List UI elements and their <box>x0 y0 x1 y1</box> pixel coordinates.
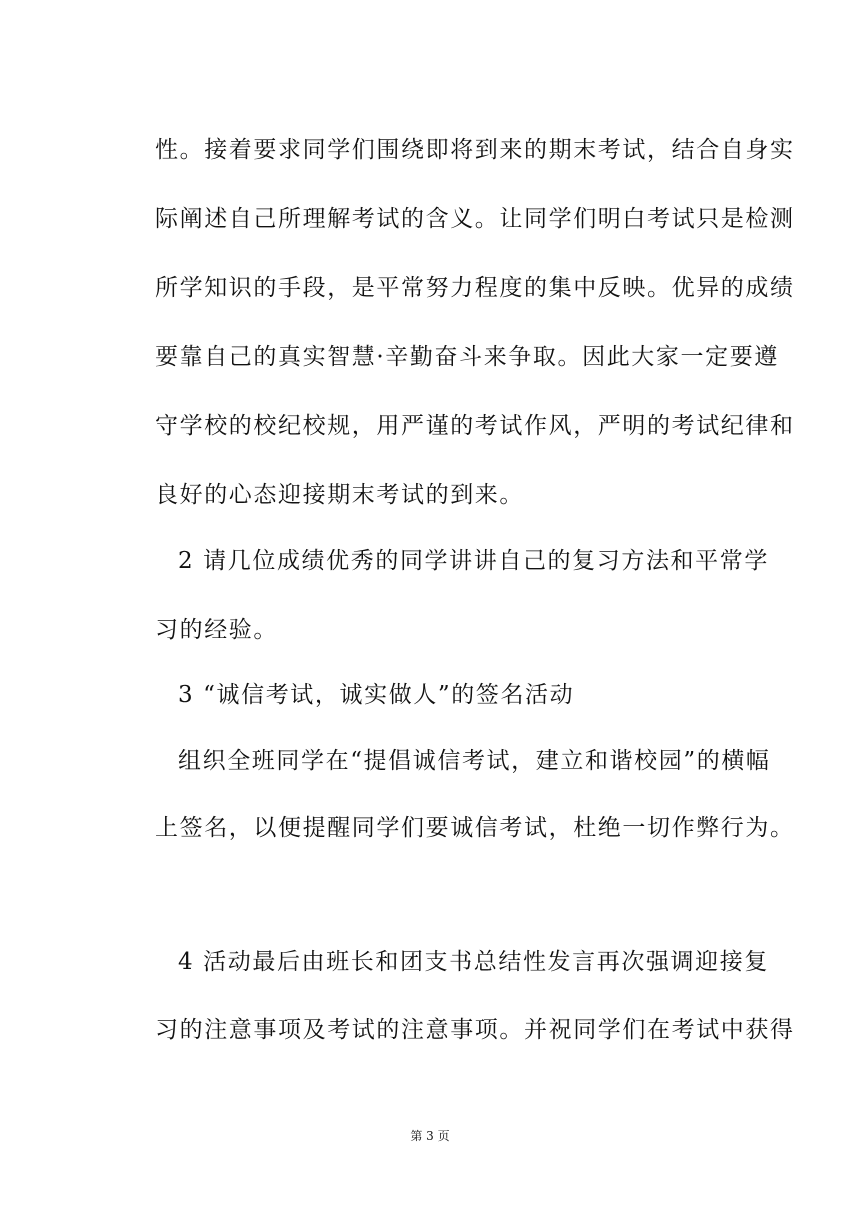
text-line: 2 请几位成绩优秀的同学讲讲自己的复习方法和平常学 <box>178 548 769 574</box>
text-line: 习的注意事项及考试的注意事项。并祝同学们在考试中获得 <box>155 1017 795 1043</box>
text-line: 要靠自己的真实智慧·辛勤奋斗来争取。因此大家一定要遵 <box>155 344 779 370</box>
page-number: 第 3 页 <box>410 1129 450 1143</box>
text-line: 良好的心态迎接期末考试的到来。 <box>155 482 524 508</box>
text-line: 3 “诚信考试，诚实做人”的签名活动 <box>178 682 575 708</box>
text-line: 习的经验。 <box>155 617 278 643</box>
text-line: 守学校的校纪校规，用严谨的考试作风，严明的考试纪律和 <box>155 413 795 439</box>
text-line: 性。接着要求同学们围绕即将到来的期末考试，结合自身实 <box>155 137 795 163</box>
text-line: 所学知识的手段，是平常努力程度的集中反映。优异的成绩 <box>155 275 795 301</box>
text-line: 组织全班同学在“提倡诚信考试，建立和谐校园”的横幅 <box>178 748 771 774</box>
text-line: 际阐述自己所理解考试的含义。让同学们明白考试只是检测 <box>155 206 795 232</box>
text-line: 上签名，以便提醒同学们要诚信考试，杜绝一切作弊行为。 <box>155 815 795 841</box>
text-line: 4 活动最后由班长和团支书总结性发言再次强调迎接复 <box>178 949 769 975</box>
